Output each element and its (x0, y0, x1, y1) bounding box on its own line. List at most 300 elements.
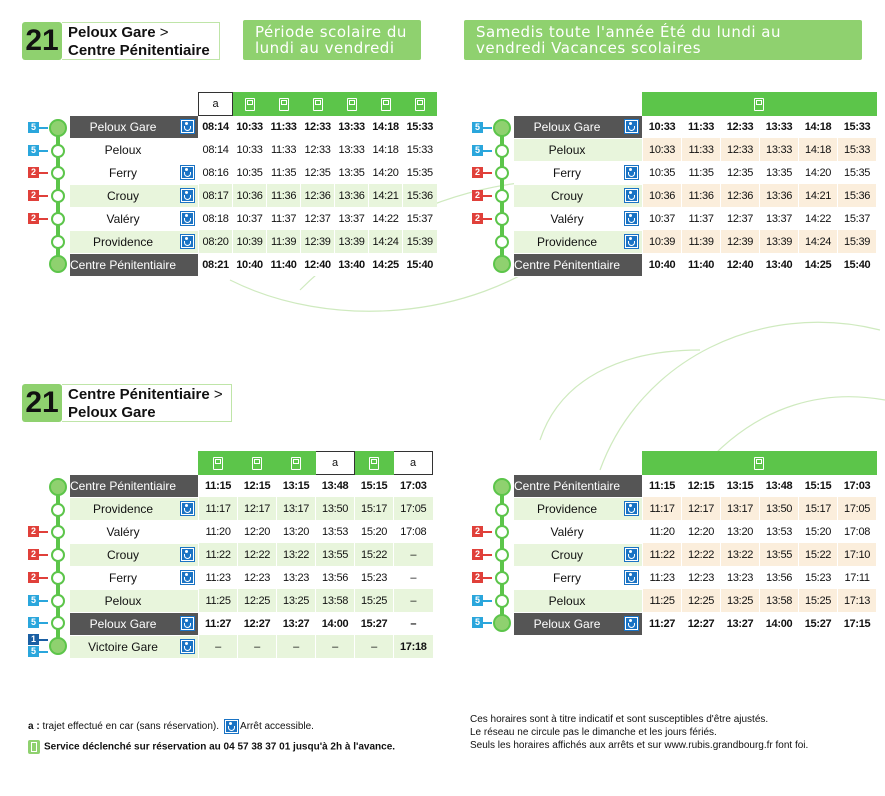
stop-dot (495, 571, 509, 585)
stop-name: Peloux (514, 589, 620, 612)
stop-dot (51, 144, 65, 158)
time-cell: 11:15 (199, 475, 238, 498)
time-cell: 13:36 (760, 184, 799, 207)
time-cell: 11:39 (682, 230, 721, 253)
table-row (70, 230, 437, 253)
direction-arrow-return: > (213, 386, 223, 403)
time-cell: 15:39 (403, 230, 437, 253)
time-cell: 11:17 (199, 497, 238, 520)
time-cell: 17:05 (838, 497, 877, 520)
stop-name: Centre Pénitentiaire (514, 475, 620, 498)
time-cell: 13:37 (335, 207, 369, 230)
time-cell: 15:33 (403, 138, 437, 161)
connection-line-5-badge: 5 (28, 122, 39, 133)
stop-name: Peloux Gare (70, 116, 176, 139)
time-cell: 11:33 (267, 138, 301, 161)
time-cell: 11:37 (682, 207, 721, 230)
time-cell: 12:36 (721, 184, 760, 207)
column-header (403, 93, 437, 116)
time-cell: 10:35 (233, 161, 267, 184)
time-cell: 17:18 (394, 635, 433, 658)
time-cell: 15:37 (403, 207, 437, 230)
stop-dot (495, 144, 509, 158)
time-cell: 13:56 (760, 566, 799, 589)
access-cell (176, 475, 199, 498)
terminus-stop-dot (493, 614, 511, 632)
table-row (514, 497, 876, 520)
time-cell: 17:03 (394, 475, 433, 498)
time-cell: 11:25 (199, 589, 238, 612)
time-cell: 08:18 (199, 207, 233, 230)
connection-line-2-badge: 2 (472, 526, 483, 537)
time-cell: 13:56 (316, 566, 355, 589)
stop-name: Peloux (70, 138, 176, 161)
connection-tick (39, 172, 48, 174)
time-cell: 12:35 (301, 161, 335, 184)
time-cell: 14:18 (799, 138, 838, 161)
connection-line-5-badge: 5 (28, 145, 39, 156)
stop-dot (51, 235, 65, 249)
time-cell: 15:20 (799, 520, 838, 543)
access-cell (176, 116, 199, 139)
time-cell: 13:55 (316, 543, 355, 566)
access-cell (620, 207, 643, 230)
access-cell (176, 184, 199, 207)
stop-name: Valéry (70, 520, 176, 543)
time-cell: 12:36 (301, 184, 335, 207)
stop-name: Ferry (70, 161, 176, 184)
wheelchair-access-icon (625, 166, 638, 179)
time-cell: 12:39 (721, 230, 760, 253)
stop-name: Ferry (70, 566, 176, 589)
connection-line-2-badge: 2 (472, 549, 483, 560)
timetable-other-return (514, 451, 877, 636)
legend-a-key: a : (28, 721, 40, 733)
connection-tick (39, 639, 48, 641)
time-cell: 14:18 (369, 116, 403, 139)
connection-tick (483, 531, 492, 533)
time-cell: 15:40 (403, 253, 437, 276)
time-cell: 12:17 (682, 497, 721, 520)
wheelchair-access-icon (181, 235, 194, 248)
time-cell: 13:33 (335, 138, 369, 161)
table-row (70, 589, 433, 612)
time-cell: 15:35 (838, 161, 877, 184)
time-cell: 11:27 (199, 612, 238, 635)
time-cell: 13:15 (277, 475, 316, 498)
time-cell: 12:23 (238, 566, 277, 589)
time-cell: 13:40 (335, 253, 369, 276)
time-cell: 17:15 (838, 612, 877, 635)
stop-dot (51, 166, 65, 180)
connection-line-2-badge: 2 (28, 213, 39, 224)
time-cell: 12:33 (721, 138, 760, 161)
wheelchair-access-icon (625, 548, 638, 561)
time-cell: 11:15 (643, 475, 682, 498)
phone-reservation-icon (754, 98, 764, 111)
time-cell: 13:23 (721, 566, 760, 589)
table-row (514, 184, 876, 207)
time-cell: 11:20 (199, 520, 238, 543)
time-cell: 14:22 (799, 207, 838, 230)
wheelchair-access-icon (181, 571, 194, 584)
legend-a-text: trajet effectué en car (sans réservation). (39, 721, 220, 733)
connection-tick (483, 600, 492, 602)
stop-name: Valéry (70, 207, 176, 230)
terminus-stop-dot (49, 478, 67, 496)
wheelchair-access-icon (181, 617, 194, 630)
wheelchair-access-icon (625, 212, 638, 225)
connection-tick (483, 218, 492, 220)
stop-name: Peloux (514, 138, 620, 161)
time-cell: – (199, 635, 238, 658)
time-cell: 13:25 (721, 589, 760, 612)
access-cell (176, 207, 199, 230)
access-cell (620, 138, 643, 161)
time-cell: – (394, 543, 433, 566)
note-indicative: Ces horaires sont à titre indicatif et sont susceptibles d'être ajustés. (470, 714, 769, 725)
time-cell: 11:40 (267, 253, 301, 276)
stop-dot (495, 548, 509, 562)
access-cell (620, 116, 643, 139)
note-sunday: Le réseau ne circule pas le dimanche et les jours fériés. (470, 727, 717, 738)
time-cell: 11:23 (199, 566, 238, 589)
time-cell: 12:33 (721, 116, 760, 139)
time-cell: 15:27 (355, 612, 394, 635)
connection-line-2-badge: 2 (28, 526, 39, 537)
time-cell: 13:27 (721, 612, 760, 635)
period-school-label: Période scolaire du lundi au vendredi (243, 20, 421, 60)
time-cell: 12:33 (301, 138, 335, 161)
time-cell: 15:27 (799, 612, 838, 635)
phone-reservation-icon (279, 98, 289, 111)
column-header (199, 452, 238, 475)
time-cell: 17:08 (394, 520, 433, 543)
time-cell: 14:00 (316, 612, 355, 635)
time-cell: 13:58 (760, 589, 799, 612)
column-header: a (199, 93, 233, 116)
time-cell: 13:53 (760, 520, 799, 543)
stop-name: Crouy (70, 543, 176, 566)
time-cell: 10:36 (233, 184, 267, 207)
connection-tick (483, 127, 492, 129)
time-cell: 17:03 (838, 475, 877, 498)
stop-dot (51, 594, 65, 608)
stop-dot (51, 189, 65, 203)
connection-tick (483, 150, 492, 152)
connection-line-2-badge: 2 (28, 190, 39, 201)
terminus-stop-dot (493, 255, 511, 273)
time-cell: 13:58 (316, 589, 355, 612)
time-cell: 10:33 (643, 116, 682, 139)
time-cell: 11:22 (199, 543, 238, 566)
time-cell: 11:33 (682, 116, 721, 139)
time-cell: 11:22 (643, 543, 682, 566)
stop-dot (495, 235, 509, 249)
time-cell: 11:36 (682, 184, 721, 207)
time-cell: 11:25 (643, 589, 682, 612)
table-row (70, 138, 437, 161)
connection-tick (39, 554, 48, 556)
column-header (267, 93, 301, 116)
access-cell (620, 253, 643, 276)
table-row (70, 497, 433, 520)
wheelchair-access-icon (225, 720, 238, 733)
phone-reservation-icon (252, 457, 262, 470)
time-cell: 13:15 (721, 475, 760, 498)
time-cell: 14:20 (799, 161, 838, 184)
connection-tick (483, 172, 492, 174)
access-cell (176, 230, 199, 253)
time-cell: 13:53 (316, 520, 355, 543)
time-cell: 15:37 (838, 207, 877, 230)
wheelchair-access-icon (625, 120, 638, 133)
time-cell: 12:33 (301, 116, 335, 139)
terminus-stop-dot (493, 478, 511, 496)
direction-to-return: Peloux Gare (68, 404, 156, 421)
phone-reservation-icon (291, 457, 301, 470)
access-cell (176, 543, 199, 566)
time-cell: – (238, 635, 277, 658)
time-cell: – (355, 635, 394, 658)
table-row (514, 566, 876, 589)
stop-dot (51, 571, 65, 585)
connection-tick (39, 651, 48, 653)
connection-line-1-badge: 1 (28, 634, 39, 645)
column-header (233, 93, 267, 116)
time-cell: 13:55 (760, 543, 799, 566)
stop-dot (495, 525, 509, 539)
stop-name: Crouy (514, 543, 620, 566)
column-header (643, 93, 877, 116)
time-cell: 14:21 (369, 184, 403, 207)
stop-name: Peloux Gare (514, 116, 620, 139)
connection-line-2-badge: 2 (472, 213, 483, 224)
table-row (70, 207, 437, 230)
time-cell: 17:13 (838, 589, 877, 612)
time-cell: 12:40 (301, 253, 335, 276)
time-cell: 13:33 (760, 138, 799, 161)
time-cell: 14:22 (369, 207, 403, 230)
timetable-school-outbound (70, 92, 437, 277)
table-row (70, 635, 433, 658)
time-cell: – (394, 612, 433, 635)
access-cell (620, 230, 643, 253)
time-cell: 11:23 (643, 566, 682, 589)
access-cell (176, 566, 199, 589)
connection-tick (39, 577, 48, 579)
direction-from: Peloux Gare (68, 24, 156, 41)
wheelchair-access-icon (625, 189, 638, 202)
time-cell: 08:16 (199, 161, 233, 184)
time-cell: 15:23 (799, 566, 838, 589)
time-cell: 17:10 (838, 543, 877, 566)
time-cell: 12:22 (682, 543, 721, 566)
connection-tick (39, 195, 48, 197)
phone-reservation-icon (415, 98, 425, 111)
time-cell: 13:39 (335, 230, 369, 253)
time-cell: 11:20 (643, 520, 682, 543)
time-cell: 10:36 (643, 184, 682, 207)
time-cell: 15:40 (838, 253, 877, 276)
time-cell: 13:33 (760, 116, 799, 139)
stop-name: Valéry (514, 520, 620, 543)
time-cell: 14:24 (799, 230, 838, 253)
column-header (238, 452, 277, 475)
time-cell: 11:33 (267, 116, 301, 139)
table-row (514, 543, 876, 566)
connection-line-5-badge: 5 (28, 595, 39, 606)
time-cell: 13:37 (760, 207, 799, 230)
time-cell: 13:40 (760, 253, 799, 276)
access-cell (176, 589, 199, 612)
wheelchair-access-icon (181, 166, 194, 179)
terminus-stop-dot (49, 637, 67, 655)
time-cell: 14:20 (369, 161, 403, 184)
direction-from-return: Centre Pénitentiaire (68, 386, 210, 403)
column-header (355, 452, 394, 475)
table-row (70, 566, 433, 589)
time-cell: 13:25 (277, 589, 316, 612)
time-cell: 13:50 (760, 497, 799, 520)
line-number-badge-return: 21 (22, 384, 62, 422)
time-cell: 15:36 (403, 184, 437, 207)
column-header (643, 452, 877, 475)
time-cell: 14:18 (799, 116, 838, 139)
time-cell: 14:25 (369, 253, 403, 276)
time-cell: 13:22 (721, 543, 760, 566)
wheelchair-access-icon (181, 212, 194, 225)
period-other-label: Samedis toute l'année Été du lundi au vendredi Vacances scolaires (464, 20, 862, 60)
direction-arrow: > (159, 24, 169, 41)
stop-name: Ferry (514, 566, 620, 589)
access-cell (176, 253, 199, 276)
notes (470, 713, 808, 752)
time-cell: 08:21 (199, 253, 233, 276)
connection-line-2-badge: 2 (28, 572, 39, 583)
time-cell: 13:35 (335, 161, 369, 184)
time-cell: 12:22 (238, 543, 277, 566)
time-cell: – (277, 635, 316, 658)
time-cell: 12:25 (682, 589, 721, 612)
time-cell: 15:20 (355, 520, 394, 543)
time-cell: 13:22 (277, 543, 316, 566)
time-cell: 12:37 (721, 207, 760, 230)
access-cell (176, 635, 199, 658)
line-number-badge: 21 (22, 22, 62, 60)
wheelchair-access-icon (181, 189, 194, 202)
stop-name: Centre Pénitentiaire (70, 475, 176, 498)
connection-tick (39, 531, 48, 533)
access-cell (620, 543, 643, 566)
time-cell: 15:23 (355, 566, 394, 589)
column-header (277, 452, 316, 475)
time-cell: 15:15 (799, 475, 838, 498)
connection-line-2-badge: 2 (28, 549, 39, 560)
direction-title (62, 22, 220, 60)
connection-tick (39, 150, 48, 152)
time-cell: 10:33 (233, 116, 267, 139)
time-cell: 17:08 (838, 520, 877, 543)
time-cell: 12:40 (721, 253, 760, 276)
table-row (514, 230, 876, 253)
time-cell: 15:35 (403, 161, 437, 184)
time-cell: 15:25 (355, 589, 394, 612)
time-cell: 13:20 (277, 520, 316, 543)
table-row (70, 116, 437, 139)
time-cell: 10:40 (233, 253, 267, 276)
time-cell: 15:39 (838, 230, 877, 253)
column-header (301, 93, 335, 116)
legend-service (28, 740, 395, 754)
time-cell: – (394, 589, 433, 612)
table-row (514, 475, 876, 498)
phone-reservation-icon (313, 98, 323, 111)
direction-title-return (62, 384, 232, 422)
time-cell: 11:39 (267, 230, 301, 253)
time-cell: 12:39 (301, 230, 335, 253)
connection-line-5-badge: 5 (472, 145, 483, 156)
connection-line-5-badge: 5 (472, 617, 483, 628)
access-cell (620, 475, 643, 498)
wheelchair-access-icon (625, 571, 638, 584)
access-cell (620, 184, 643, 207)
time-cell: 15:22 (799, 543, 838, 566)
time-cell: 14:24 (369, 230, 403, 253)
connection-tick (39, 600, 48, 602)
wheelchair-access-icon (181, 120, 194, 133)
stop-name: Peloux Gare (514, 612, 620, 635)
access-cell (620, 161, 643, 184)
connection-tick (483, 577, 492, 579)
connection-tick (39, 127, 48, 129)
time-cell: 12:27 (238, 612, 277, 635)
connection-line-2-badge: 2 (472, 167, 483, 178)
table-row (514, 253, 876, 276)
phone-reservation-icon (347, 98, 357, 111)
time-cell: 11:37 (267, 207, 301, 230)
time-cell: 13:50 (316, 497, 355, 520)
wheelchair-access-icon (181, 502, 194, 515)
time-cell: 15:17 (799, 497, 838, 520)
stop-dot (495, 594, 509, 608)
time-cell: 12:25 (238, 589, 277, 612)
stop-name: Peloux (70, 589, 176, 612)
stop-name: Providence (514, 497, 620, 520)
table-row (70, 161, 437, 184)
time-cell: 13:48 (760, 475, 799, 498)
stop-dot (495, 503, 509, 517)
stop-dot (51, 503, 65, 517)
time-cell: – (394, 566, 433, 589)
time-cell: 12:15 (682, 475, 721, 498)
access-cell (176, 138, 199, 161)
time-cell: 14:25 (799, 253, 838, 276)
stop-dot (51, 525, 65, 539)
stop-dot (495, 166, 509, 180)
stop-dot (51, 548, 65, 562)
access-cell (176, 520, 199, 543)
column-header (335, 93, 369, 116)
table-row (70, 184, 437, 207)
stop-name: Providence (70, 497, 176, 520)
time-cell: 11:27 (643, 612, 682, 635)
time-cell: 12:37 (301, 207, 335, 230)
time-cell: 10:40 (643, 253, 682, 276)
time-cell: 08:14 (199, 138, 233, 161)
stop-name: Centre Pénitentiaire (514, 253, 620, 276)
wheelchair-access-icon (181, 548, 194, 561)
